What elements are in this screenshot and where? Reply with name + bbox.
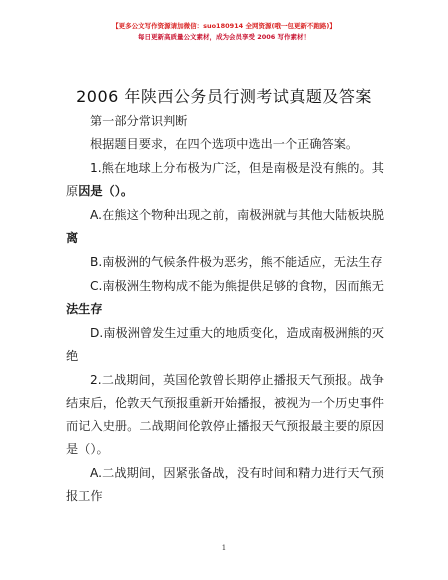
question-2-option-a: A.二战期间，因紧张备战，没有时间和精力进行天气预报工作 xyxy=(66,466,384,503)
promo-banner-line-2: 每日更新高质量公文素材，成为会员享受 2006 写作素材！ xyxy=(137,33,311,41)
question-2-stem: 2.二战期间，英国伦敦曾长期停止播报天气预报。战争结束后，伦敦天气预报重新开始播报，被视为一个历史事件而记入史册。二战期间伦敦停止播报天气预报最主要的原因是（）。 xyxy=(66,373,384,456)
question-1-stem: 1.熊在地球上分布极为广泛，但是南极是没有熊的。其原因是（）。 xyxy=(66,161,384,198)
question-1-option-a: A.在熊这个物种出现之前，南极洲就与其他大陆板块脱离 xyxy=(66,208,384,245)
document-title: 2006 年陕西公务员行测考试真题及答案 xyxy=(76,87,372,106)
document-body xyxy=(66,110,384,508)
question-1-option-d: D.南极洲曾发生过重大的地质变化，造成南极洲熊的灭绝 xyxy=(66,326,384,363)
promo-banner-line-1: 【更多公文写作资源请加微信：suo180914 全网资源(哦一包更新不跑路)】 xyxy=(112,22,336,30)
instruction-text: 根据题目要求，在四个选项中选出一个正确答案。 xyxy=(90,137,359,151)
promo-banner xyxy=(0,21,448,43)
section-heading: 第一部分常识判断 xyxy=(90,114,188,128)
page-number: 1 xyxy=(221,544,227,552)
question-1-option-b: B.南极洲的气候条件极为恶劣，熊不能适应，无法生存 xyxy=(90,255,383,269)
question-1-option-c: C.南极洲生物构成不能为熊提供足够的食物，因而熊无法生存 xyxy=(66,279,384,316)
